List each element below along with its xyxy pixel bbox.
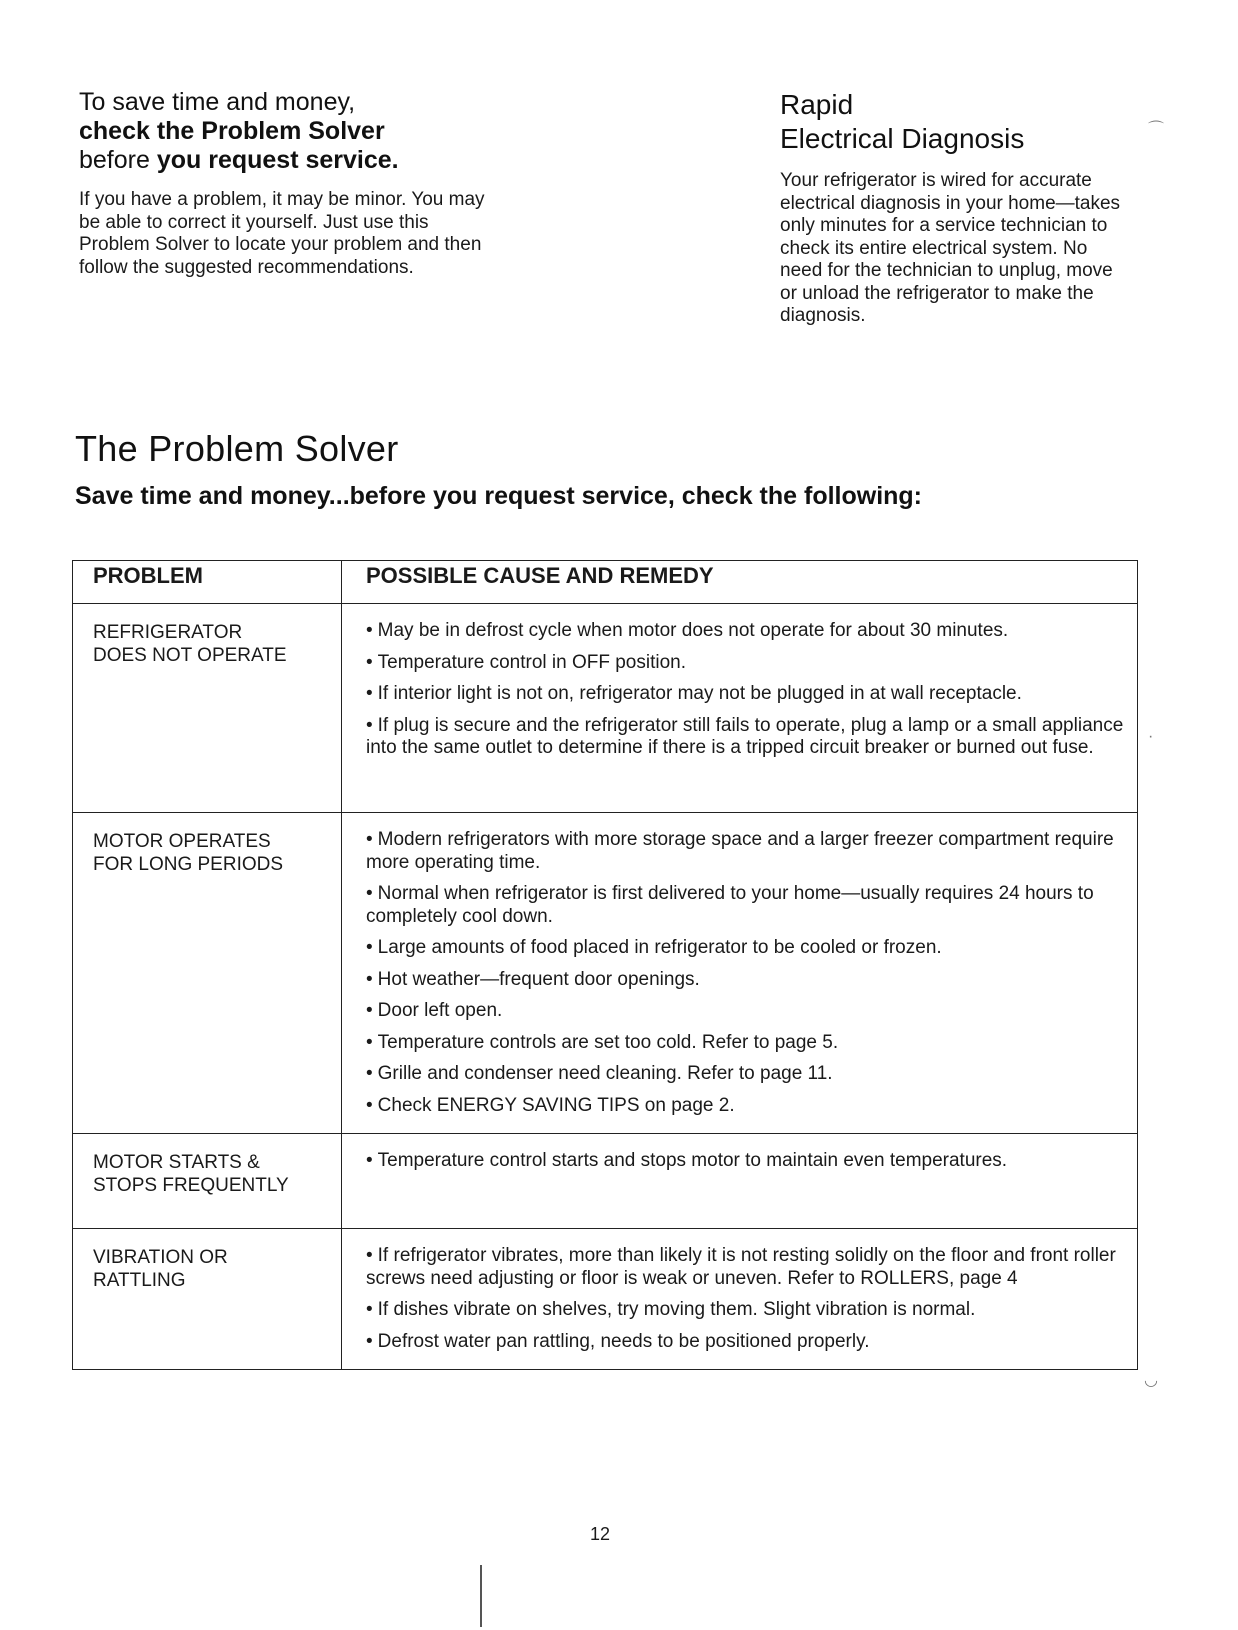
problem-line: FOR LONG PERIODS — [93, 853, 284, 875]
intro-heading — [79, 88, 499, 175]
problem-line: MOTOR OPERATES — [93, 831, 271, 852]
problem-solver-subtitle: Save time and money...before you request service, check the following: — [75, 482, 923, 510]
scan-speck: ⌒ — [1148, 121, 1165, 138]
remedy-item: • Temperature controls are set too cold. Refer to page 5. — [366, 1032, 1129, 1055]
intro-heading-line2 — [79, 117, 499, 146]
problem-line: REFRIGERATOR — [93, 622, 243, 643]
remedy-cell — [342, 1229, 1138, 1370]
page-number: 12 — [590, 1524, 611, 1544]
remedy-cell — [342, 604, 1138, 813]
remedy-item: • Normal when refrigerator is first delivered to your home—usually requires 24 hours to completely cool down. — [366, 883, 1129, 928]
remedy-item: • If plug is secure and the refrigerator still fails to operate, plug a lamp or a small appliance into the same outlet to determine if there is a tripped circuit breaker or burned out fuse. — [366, 715, 1129, 760]
intro-heading-line1: To save time and money, — [79, 88, 356, 116]
remedy-item: • If refrigerator vibrates, more than likely it is not resting solidly on the floor and front roller screws need adjusting or floor is weak or uneven. Refer to ROLLERS, page 4 — [366, 1245, 1129, 1290]
problem-solver-title: The Problem Solver — [75, 428, 399, 469]
problem-line: STOPS FREQUENTLY — [93, 1174, 289, 1196]
remedy-item: • Check ENERGY SAVING TIPS on page 2. — [366, 1095, 1129, 1118]
intro-heading-line3-rest: you request service. — [149, 146, 399, 174]
problem-line: MOTOR STARTS & — [93, 1152, 260, 1173]
remedy-list — [366, 1150, 1129, 1173]
problem-cell — [73, 813, 342, 1134]
rapid-diagnosis-section — [780, 88, 1125, 328]
scan-speck: · — [1148, 728, 1154, 745]
remedy-cell — [342, 813, 1138, 1134]
problem-line: RATTLING — [93, 1269, 186, 1291]
remedy-item: • Grille and condenser need cleaning. Refer to page 11. — [366, 1063, 1129, 1086]
intro-heading-line3 — [79, 146, 499, 175]
header-cause-remedy: POSSIBLE CAUSE AND REMEDY — [342, 561, 1138, 604]
remedy-item: • Modern refrigerators with more storage space and a larger freezer compartment require more operating time. — [366, 829, 1129, 874]
rapid-title-line2: Electrical Diagnosis — [780, 123, 1025, 154]
rapid-title-line1: Rapid — [780, 89, 854, 120]
remedy-item: • Large amounts of food placed in refrigerator to be cooled or frozen. — [366, 937, 1129, 960]
remedy-item: • Temperature control in OFF position. — [366, 652, 1129, 675]
remedy-item: • Hot weather—frequent door openings. — [366, 969, 1129, 992]
table-header-row — [73, 561, 1138, 604]
problem-line: DOES NOT OPERATE — [93, 644, 287, 666]
table-row — [73, 1134, 1138, 1229]
binding-line — [480, 1565, 482, 1627]
problem-cell — [73, 1134, 342, 1229]
remedy-item: • If interior light is not on, refrigerator may not be plugged in at wall receptacle. — [366, 683, 1129, 706]
intro-heading-line2-text: check the Problem Solver — [79, 117, 385, 145]
intro-heading-line3-prefix: before — [79, 146, 150, 174]
problem-cell — [73, 1229, 342, 1370]
header-problem: PROBLEM — [73, 561, 342, 604]
problem-solver-table — [72, 560, 1138, 1370]
remedy-cell — [342, 1134, 1138, 1229]
rapid-diagnosis-title — [780, 88, 1125, 156]
remedy-item: • Door left open. — [366, 1000, 1129, 1023]
intro-section — [79, 88, 499, 279]
scan-speck: ◡ — [1144, 1372, 1158, 1389]
remedy-item: • Temperature control starts and stops motor to maintain even temperatures. — [366, 1150, 1129, 1173]
remedy-list — [366, 620, 1129, 760]
problem-cell — [73, 604, 342, 813]
rapid-diagnosis-paragraph: Your refrigerator is wired for accurate electrical diagnosis in your home—takes only minutes for a service technician to check its entire electrical system. No need for the technician to unplug, move or unload the refrigerator to make the diagnosis. — [780, 170, 1121, 326]
remedy-list — [366, 829, 1129, 1117]
remedy-item: • Defrost water pan rattling, needs to be positioned properly. — [366, 1331, 1129, 1354]
remedy-item: • May be in defrost cycle when motor does not operate for about 30 minutes. — [366, 620, 1129, 643]
remedy-item: • If dishes vibrate on shelves, try moving them. Slight vibration is normal. — [366, 1299, 1129, 1322]
table-row — [73, 604, 1138, 813]
remedy-list — [366, 1245, 1129, 1353]
table-row — [73, 813, 1138, 1134]
problem-line: VIBRATION OR — [93, 1247, 228, 1268]
table-row — [73, 1229, 1138, 1370]
intro-paragraph: If you have a problem, it may be minor. You may be able to correct it yourself. Just use this Problem Solver to locate your problem and then follow the suggested recommendations. — [79, 189, 485, 278]
